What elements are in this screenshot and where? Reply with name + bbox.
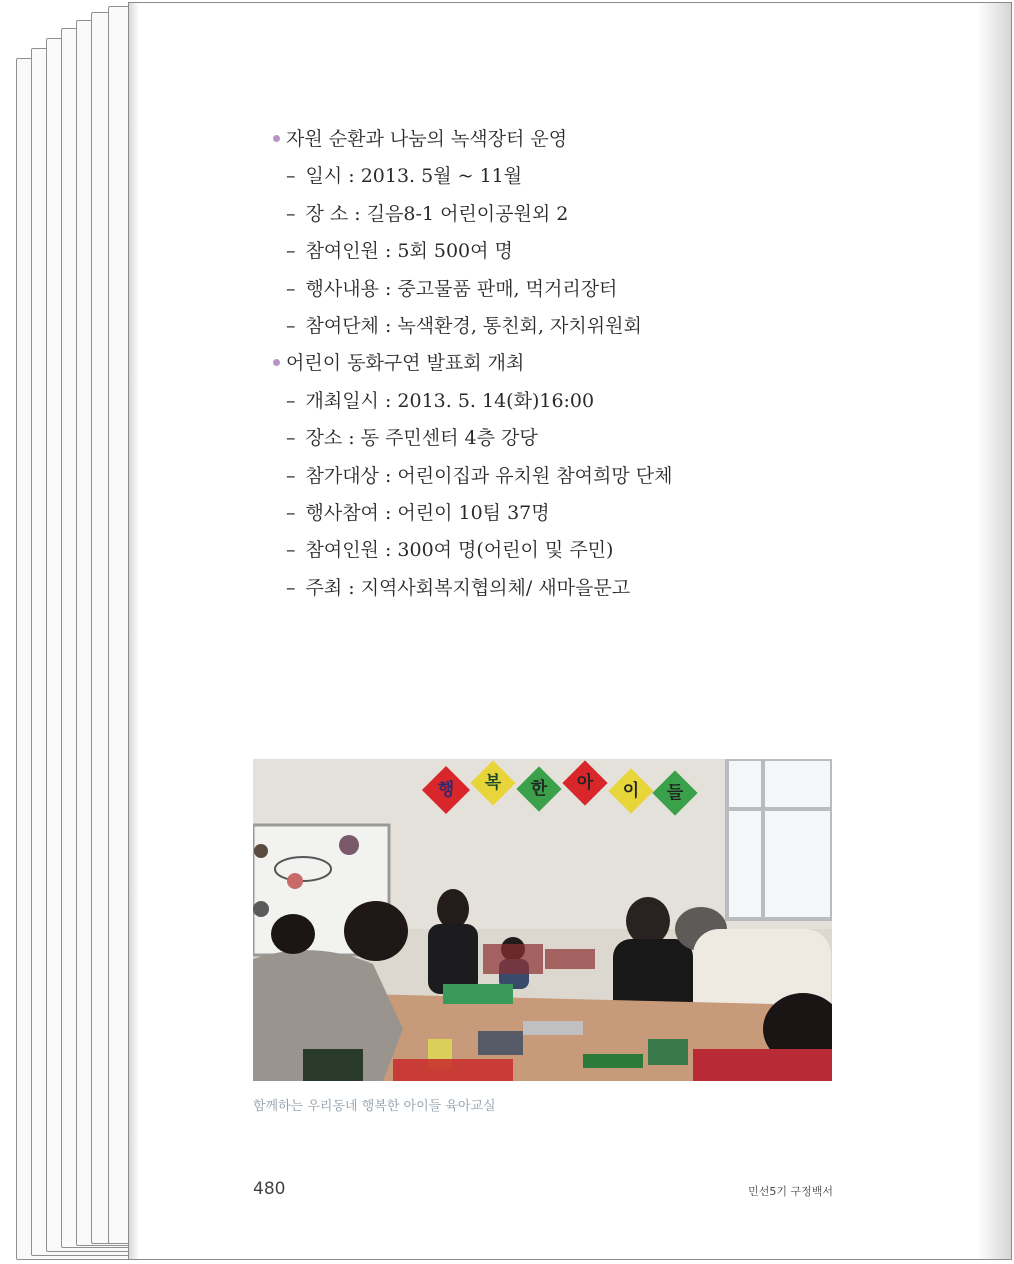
- document-page: [128, 2, 1012, 1260]
- banner-letter-4-text: 아: [576, 773, 594, 793]
- page-spine-shadow: [129, 3, 139, 1259]
- banner-letter-6-text: 들: [666, 783, 684, 803]
- list-item: – 행사내용 : 중고물품 판매, 먹거리장터: [286, 277, 618, 300]
- event-photo: [253, 759, 832, 1081]
- page-body: [273, 121, 672, 607]
- banner: [429, 765, 699, 815]
- list-item: – 일시 : 2013. 5월 ~ 11월: [286, 165, 523, 188]
- list-item: – 행사참여 : 어린이 10팀 37명: [286, 501, 550, 524]
- page-edge-shadow: [977, 3, 1011, 1259]
- photo-caption: 함께하는 우리동네 행복한 아이들 육아교실: [253, 1099, 496, 1114]
- banner-letter-3-text: 한: [530, 779, 548, 799]
- list-item: – 참여인원 : 5회 500여 명: [286, 240, 513, 263]
- list-item: – 참가대상 : 어린이집과 유치원 참여희망 단체: [286, 464, 673, 487]
- section-title: 어린이 동화구연 발표회 개최: [273, 345, 672, 382]
- list-item: – 참여인원 : 300여 명(어린이 및 주민): [286, 539, 614, 562]
- bullet-icon: [273, 359, 280, 366]
- banner-letter-1-text: 행: [437, 780, 455, 800]
- banner-letter-5-text: 이: [622, 781, 640, 801]
- list-item: – 주최 : 지역사회복지협의체/ 새마을문고: [286, 576, 631, 599]
- list-item: – 장 소 : 길음8-1 어린이공원외 2: [286, 202, 569, 225]
- bullet-icon: [273, 135, 280, 142]
- book-title: 민선5기 구정백서: [748, 1185, 833, 1198]
- list-item: – 장소 : 동 주민센터 4층 강당: [286, 427, 538, 450]
- banner-letter-2-text: 복: [484, 773, 502, 793]
- page-number: 480: [253, 1179, 286, 1199]
- list-item: – 참여단체 : 녹색환경, 통친회, 자치위원회: [286, 314, 642, 337]
- section-title: 자원 순환과 나눔의 녹색장터 운영: [273, 121, 672, 158]
- list-item: – 개최일시 : 2013. 5. 14(화)16:00: [286, 389, 595, 412]
